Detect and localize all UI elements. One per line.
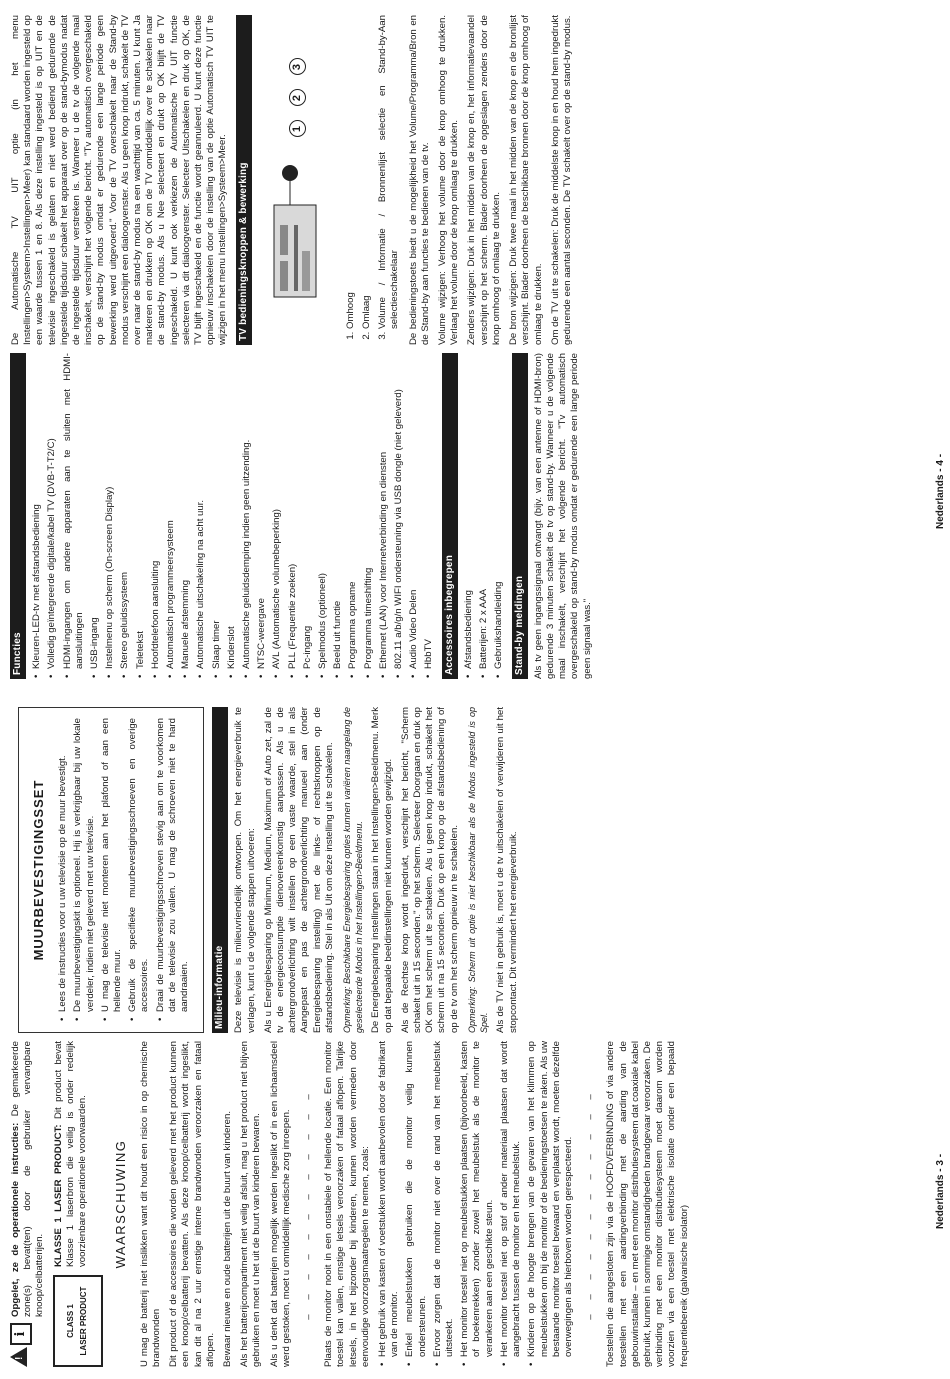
figure-label: 1	[289, 121, 306, 138]
list-item: • Het monitor toestel niet op stof of ander materiaal plaatsen dat wordt aangebracht tussen de monitor en het meubelstuk.	[499, 1041, 523, 1357]
controls-paragraph: De bedieningstoets biedt u de mogelijkheid het Volume/Programma/Bron en de Stand-by aan functies te bedienen van de tv.	[407, 15, 431, 345]
laser-label-line1: CLASS 1	[66, 1304, 76, 1338]
environment-note: Opmerking: Beschikbare Energiebesparing opties kunnen variëren naargelang de geselecteerde Modus in het Instellingen>Beeldmenu.	[342, 707, 365, 1033]
list-item: • U mag de televisie niet monteren aan het plafond of aan een hellende muur.	[100, 718, 124, 1012]
list-item: • Automatische uitschakeling na acht uur.	[195, 353, 207, 669]
list-item: 3. Volume / Informatie / Bronnenlijst selectie en Stand-by-Aan selectieschakelaar	[377, 15, 401, 329]
laser-label	[53, 1275, 103, 1367]
list-item: • Kleuren-LED-tv met afstandsbediening	[31, 353, 43, 669]
accessories-list	[463, 353, 506, 679]
tv-rear-illustration	[260, 152, 336, 302]
page-footer: Nederlands - 3 -	[935, 1153, 946, 1229]
list-item: • Beeld uit functie	[332, 353, 344, 669]
list-item: • 802.11 a/b/g/n WIFI ondersteuning via USB dongle (niet geleverd)	[393, 353, 405, 669]
list-item: • Ervoor zorgen dat de monitor niet over de rand van het meubelstuk uitsteekt.	[432, 1041, 456, 1357]
list-item: • Lees de instructies voor u uw televisie op de muur bevestigt.	[57, 718, 69, 1012]
warning-paragraph: Bewaar nieuwe en oude batterijen uit de buurt van kinderen.	[222, 1110, 234, 1367]
figure-label: 2	[289, 90, 306, 107]
list-item: • HDMI-ingangen om andere apparaten aan te sluiten met HDMI-aansluitingen	[62, 353, 86, 669]
list-item: • Manuele afstemming	[180, 353, 192, 669]
list-item: • Instelmenu op scherm (On-screen Display)	[104, 353, 116, 669]
page3-column-1	[10, 1041, 696, 1367]
standby-paragraph: De Automatische TV UIT optie (in het menu Instellingen>Systeem>Instellingen>Meer) kan standaard worden ingesteld op een waarde tussen 1 en 8. Als deze instelling ingesteld is op UIT en de televisie ingeschakeld is gelaten en niet werd bediend gedurende de ingestelde tijdsduur schakelt het apparaat over op de stand-bymodus nadat de ingestelde tijdsduur verstreken is. Wanneer u de tv de volgende maal inschakelt, verschijnt het volgende bericht. "Tv automatisch overgeschakeld op de stand-by modus omdat er gedurende een lange periode geen bewerking werd uitgevoerd." Voor de TV overschakelt naar de Stand-by modus verschijnt een dialoogvenster. Als u geen knop indrukt, schakelt de TV over naar de stand-by modus na een wachttijd van ca. 5 minuten. U kunt Ja markeren en drukken op OK om de TV onmiddellijk over te schakelen naar de stand-by modus. Als u Nee selecteert en drukt op OK blijft de TV ingeschakeld. U kunt ook verkiezen de Automatische TV UIT functie selecteren via dit dialoogvenster. Selecteer Uitschakelen en druk op OK, de TV blijft ingeschakeld en de functie wordt geannuleerd. U kunt deze functie opnieuw inschakelen door de instelling van de optie Automatisch TV UIT te wijzigen in het menu Instellingen>Systeem>Meer.	[10, 15, 229, 345]
controls-paragraph: De bron wijzigen: Druk twee maal in het midden van de knop en de bronlijst verschijnt. Blader doorheen de beschikbare bronnen door de knop omhoog of omlaag te drukken.	[508, 15, 544, 345]
laser-label-line2: LASER PRODUCT	[78, 1286, 88, 1356]
monitor-safety-list	[377, 1041, 575, 1367]
list-item: • Kinderslot	[226, 353, 238, 669]
list-item: • De muurbevestigingskit is optioneel. Hij is verkrijgbaar bij uw lokale verdeler, indien niet geleverd met uw televisie.	[72, 718, 96, 1012]
warning-paragraph: U mag de batterij niet inslikken want dit houdt een risico in op chemische brandwonden	[138, 1041, 163, 1367]
warning-triangle-icon: !	[10, 1347, 27, 1367]
environment-paragraph: Deze televisie is milieuvriendelijk ontworpen. Om het energieverbruik te verlagen, kunt u de volgende stappen uitvoeren:	[233, 707, 257, 1033]
environment-paragraph: Als u Energiebesparing op Minimum, Medium, Maximum of Auto zet, zal de tv de energieconsumptie dienovereenkomstig aanpassen. Als u de achtergrondverlichting wilt instellen op een vaste waarde, stel in als Aangepast en pas de achtergrondverlichting manueel aan (onder Energiebesparing instelling) met de links- of rechtsknoppen op de afstandsbediening. Stel in als Uit om deze instelling uit te schakelen.	[262, 707, 335, 1033]
control-button-figure	[257, 15, 339, 345]
notice-bold: Opgelet, ze de operationele instructies:	[10, 1122, 21, 1317]
environment-heading: Milieu-informatie	[212, 707, 228, 1033]
list-item: • Programma opname	[347, 353, 359, 669]
environment-paragraph: Als de TV niet in gebruik is, moet u de tv uitschakelen of verwijderen uit het stopcontact. Dit vermindert het energieverbruik.	[495, 707, 519, 1033]
list-item: • Volledig geïntegreerde digitale/kabel TV (DVB-T-T2/C)	[46, 353, 58, 669]
laser-text	[53, 1041, 103, 1267]
list-item: • Kinderen op de hoogte brengen van de gevaren van het klimmen op meubelstukken om bij de monitor of de bedieningstoetsen te raken. Als uw bestaande monitor toestel bewaard en verplaatst wordt, moeten dezelfde overwegingen als hierboven worden gerespecteerd.	[526, 1041, 575, 1357]
list-item: • PLL (Frequentie zoeken)	[287, 353, 299, 669]
laser-rest: Dit product bevat Klasse 1 laserbron die veilig is onder redelijk voorzienbare operationele voorwaarden.	[52, 1041, 89, 1267]
list-item: • Afstandsbediening	[463, 353, 475, 669]
laser-bold: KLASSE 1 LASER PRODUCT:	[52, 1124, 64, 1267]
controls-heading: TV bedieningsknoppen & bewerking	[236, 15, 252, 345]
list-item: • Batterijen: 2 x AAA	[478, 353, 490, 669]
page4-column-1	[10, 353, 599, 679]
controls-paragraph: Volume wijzigen: Verhoog het volume door de knop omhoog te drukken. Verlaag het volume door de knop omlaag te drukken.	[437, 15, 461, 345]
list-item: 2. Omlaag	[361, 15, 373, 329]
warning-paragraphs	[139, 1041, 293, 1367]
list-item: • Gebruik de specifieke muurbevestigingsschroeven en overige accessoires.	[127, 718, 151, 1012]
warning-paragraph: Dit product of de accessoires die worden geleverd met het product kunnen een knoop/celbatterij bevatten. Als deze knoop/celbatterij wordt ingeslikt, kan dit al na 2 uur ernstige interne brandwonden veroorzaken en fataal aflopen.	[168, 1041, 216, 1367]
mains-connection-text: Toestellen die aangesloten zijn via de HOOFDVERBINDING of via andere toestellen met een aardingverbinding met de aarding van de gebouwinstallatie – en met een monitor distributiesysteem dat coaxiale kabel gebruikt, kunnen in sommige omstandigheden brandgevaar veroorzaken. De verbinding met een monitor distributiesysteem moet daarom worden voorzien via een toestel met elektrische isolatie onder een bepaald frequentiebereik (galvanische isolator)	[605, 1041, 690, 1367]
list-item: • Programma timeshifting	[363, 353, 375, 669]
monitor-intro: Plaats de monitor nooit in een onstabiele of hellende locatie. Een monitor toestel kan vallen, ernstige letsels veroorzaken of fataal aflopen. Talrijke letsels, in het bijzonder bij kinderen, kunnen worden vermeden door eenvoudige voorzorgsmaatregelen te nemen, zoals:	[323, 1041, 371, 1367]
notice-rest: De gemarkeerde zone(s) bevat(ten) door de gebruiker vervangbare knoop/celbatterijen.	[10, 1041, 46, 1317]
list-item: • AVL (Automatische volumebeperking)	[271, 353, 283, 669]
accessories-heading: Accessoires inbegrepen	[442, 353, 458, 679]
laser-notice	[53, 1041, 103, 1367]
list-item: • Pc-ingang	[302, 353, 314, 669]
page3-column-2	[10, 707, 525, 1033]
controls-list	[345, 15, 402, 345]
wall-mount-list	[57, 718, 191, 1022]
page-footer: Nederlands - 4 -	[935, 453, 946, 529]
notice-text	[10, 1041, 47, 1317]
warning-paragraph: Als het batterijcompartiment niet veilig afsluit, mag u het product niet blijven gebruiken en moet u het uit de buurt van kinderen bewaren.	[239, 1041, 263, 1367]
controls-paragraph: Zenders wijzigen: Druk in het midden van de knop en, het informatievaandel verschijnt op het scherm. Blader doorheen de opgeslagen zenders door de knop omhoog of omlaag te drukken.	[466, 15, 502, 345]
wall-mount-title: MUURBEVESTIGINGSSET	[31, 779, 46, 961]
separator: – – – – – – – – – – – –	[585, 1088, 597, 1320]
list-item: • Gebruikshandleiding	[493, 353, 505, 669]
list-item: • USB-ingang	[89, 353, 101, 669]
list-item: • Spelmodus (optioneel)	[317, 353, 329, 669]
environment-paragraph: Als de Rechtse knop wordt ingedrukt, verschijnt het bericht, "Scherm schakelt uit in 15 seconden." op het scherm. Selecteer Doorgaan en druk op OK om het scherm uit te schakelen. Als u geen knop indrukt, schakelt het scherm uit na 15 seconden. Druk op een knop op de afstandsbediening of op de tv om het scherm opnieuw in te schakelen.	[399, 707, 460, 1033]
features-list	[31, 353, 435, 679]
list-item: • Enkel meubelstukken gebruiken die de monitor veilig kunnen ondersteunen.	[404, 1041, 428, 1357]
controls-paragraph: Om de TV uit te schakelen: Druk de middelste knop in en houd hem ingedrukt gedurende een aantal seconden. De TV schakelt over op de stand-by modus.	[549, 15, 573, 345]
standby-paragraph: Als tv geen ingangssignaal ontvangt (bijv. van een antenne of HDMI-bron) gedurende 3 minuten schakelt de tv op stand-by. Wanneer u de volgende maal inschakelt, verschijnt het volgende bericht. "Tv automatisch overgeschakeld op stand-by modus omdat er gedurende een lange periode geen signaal was."	[532, 353, 593, 679]
standby-heading: Stand-by meldingen	[512, 353, 528, 679]
separator: – – – – – – – – – – – –	[303, 1088, 315, 1320]
wall-mount-box	[18, 707, 204, 1033]
warning-paragraph: Als u denkt dat batterijen mogelijk werden ingeslikt of in een lichaamsdeel werd gestoken, moet u onmiddellijk medische zorg inroepen.	[268, 1041, 292, 1367]
list-item: • Draai de muurbevestigingsschroeven stevig aan om te voorkomen dat de televisie zou vallen. U mag de schroeven niet te hard aandraaien.	[155, 718, 192, 1012]
list-item: • Ethernet (LAN) voor Internetverbinding en diensten	[378, 353, 390, 669]
info-icon: i	[10, 1323, 32, 1345]
figure-label: 3	[289, 59, 306, 76]
list-item: • Automatisch programmeersysteem	[165, 353, 177, 669]
list-item: • Hoofdtelefoon aansluiting	[150, 353, 162, 669]
list-item: • NTSC-weergave	[256, 353, 268, 669]
list-item: • HbbTV	[423, 353, 435, 669]
features-heading: Functies	[10, 353, 26, 679]
list-item: • Het gebruik van kasten of voetstukken wordt aanbevolen door de fabrikant van de monitor.	[377, 1041, 401, 1357]
list-item: • Het monitor toestel niet op meubelstukken plaatsen (bijvoorbeeld, kasten of boekenrekken) zonder zowel het meubelstuk als de monitor te verankeren aan een geschikte steun.	[459, 1041, 496, 1357]
list-item: • Audio Video Delen	[408, 353, 420, 669]
list-item: • Teletekst	[135, 353, 147, 669]
list-item: • Slaap timer	[211, 353, 223, 669]
list-item: 1. Omhoog	[345, 15, 357, 329]
notice-icons	[10, 1323, 47, 1367]
page4-column-2	[10, 15, 579, 345]
list-item: • Stereo geluidssysteem	[119, 353, 131, 669]
list-item: • Automatische geluidsdemping indien geen uitzending.	[241, 353, 253, 669]
operational-notice	[10, 1041, 47, 1367]
warning-title: WAARSCHUWING	[112, 1139, 128, 1269]
environment-note: Opmerking: Scherm uit optie is niet beschikbaar als de Modus ingesteld is op Spel.	[466, 707, 490, 1033]
environment-paragraph: De Energiebesparing instellingen staan in het Instellingen>Beeldmenu. Merk op dat bepaalde beeldinstellingen niet kunnen worden gewijzigd.	[370, 707, 394, 1033]
